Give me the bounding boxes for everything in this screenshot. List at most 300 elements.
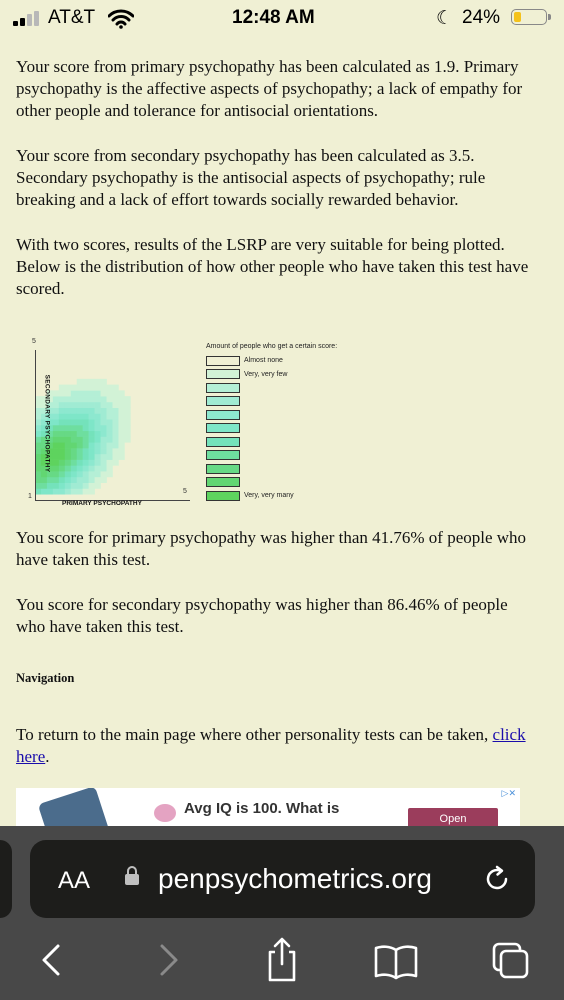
heatmap-cell	[83, 460, 89, 466]
navigation-heading: Navigation	[16, 671, 75, 685]
legend-swatch	[206, 423, 240, 433]
heatmap-cell	[113, 408, 119, 414]
heatmap-cell	[89, 390, 95, 396]
heatmap-cell	[95, 408, 101, 414]
heatmap-cell	[95, 425, 101, 431]
heatmap-cell	[95, 431, 101, 437]
heatmap-cell	[83, 408, 89, 414]
heatmap-cell	[89, 471, 95, 477]
y-tick-min: 1	[28, 493, 32, 500]
battery-icon	[511, 9, 547, 25]
heatmap-cell	[113, 448, 119, 454]
legend-label: Very, very many	[244, 492, 294, 500]
heatmap-cell	[118, 425, 124, 431]
heatmap-cell	[53, 483, 59, 489]
heatmap-cell	[107, 442, 113, 448]
heatmap-cell	[53, 413, 59, 419]
heatmap-cell	[83, 437, 89, 443]
heatmap-cell	[71, 385, 77, 391]
heatmap-cell	[71, 396, 77, 402]
heatmap-cell	[53, 431, 59, 437]
heatmap-cell	[83, 448, 89, 454]
heatmap-cell	[77, 408, 83, 414]
heatmap-cell	[77, 419, 83, 425]
heatmap-cell	[89, 483, 95, 489]
heatmap-cell	[113, 385, 119, 391]
heatmap-cell	[83, 488, 89, 494]
heatmap-cell	[113, 390, 119, 396]
heatmap-cell	[59, 471, 65, 477]
heatmap-cell	[113, 413, 119, 419]
legend-row	[206, 381, 337, 395]
heatmap-cell	[77, 413, 83, 419]
heatmap-cell	[65, 385, 71, 391]
legend-row	[206, 435, 337, 449]
signal-icon	[13, 10, 43, 26]
heatmap-cell	[71, 488, 77, 494]
heatmap-cell	[95, 413, 101, 419]
heatmap-cell	[101, 437, 107, 443]
heatmap-cell	[101, 385, 107, 391]
heatmap-cell	[107, 437, 113, 443]
heatmap-cell	[101, 413, 107, 419]
heatmap-cell	[59, 425, 65, 431]
heatmap-cell	[53, 396, 59, 402]
legend-row	[206, 422, 337, 436]
legend-row	[206, 368, 337, 382]
heatmap-cell	[107, 408, 113, 414]
heatmap-cell	[77, 431, 83, 437]
heatmap-cell	[71, 431, 77, 437]
share-icon[interactable]	[262, 934, 302, 990]
heatmap-cell	[95, 385, 101, 391]
heatmap-cell	[107, 396, 113, 402]
heatmap-cell	[118, 396, 124, 402]
primary-score-paragraph: Your score from primary psychopathy has been calculated as 1.9. Primary psychopathy is the affective aspects of psychopathy; a lack of empathy for other people and tolerance for antisocial orientations.	[16, 57, 523, 120]
legend-title: Amount of people who get a certain score:	[206, 343, 338, 350]
heatmap-cell	[59, 396, 65, 402]
battery-percent: 24%	[462, 7, 501, 28]
heatmap-cell	[83, 425, 89, 431]
heatmap-cell	[71, 483, 77, 489]
heatmap-cell	[101, 465, 107, 471]
heatmap-cell	[89, 396, 95, 402]
legend-row	[206, 395, 337, 409]
legend-row	[206, 489, 337, 503]
heatmap-cell	[71, 454, 77, 460]
heatmap-cell	[107, 471, 113, 477]
heatmap-cell	[107, 460, 113, 466]
heatmap-cell	[47, 488, 53, 494]
heatmap-cell	[59, 437, 65, 443]
legend-row	[206, 462, 337, 476]
heatmap-cell	[101, 471, 107, 477]
heatmap-cell	[83, 385, 89, 391]
heatmap-cell	[83, 413, 89, 419]
legend-swatch	[206, 477, 240, 487]
legend-label: Almost none	[244, 357, 283, 365]
secondary-percentile-text: You score for secondary psychopathy was higher than 86.46% of people who have taken this test.	[16, 595, 508, 636]
heatmap-cell	[53, 488, 59, 494]
heatmap-cell	[65, 425, 71, 431]
legend-swatch	[206, 437, 240, 447]
heatmap-cell	[95, 402, 101, 408]
heatmap-cell	[95, 437, 101, 443]
status-bar	[0, 0, 564, 36]
legend-row	[206, 408, 337, 422]
heatmap-cell	[53, 408, 59, 414]
legend-swatch	[206, 450, 240, 460]
legend-swatch	[206, 396, 240, 406]
heatmap-cell	[71, 419, 77, 425]
heatmap-cell	[95, 454, 101, 460]
heatmap-cell	[65, 488, 71, 494]
heatmap-cell	[107, 431, 113, 437]
heatmap-cell	[53, 460, 59, 466]
legend-swatch	[206, 410, 240, 420]
heatmap-cell	[53, 390, 59, 396]
heatmap-cell	[53, 454, 59, 460]
heatmap-cell	[77, 442, 83, 448]
heatmap-cell	[107, 425, 113, 431]
heatmap-cell	[89, 419, 95, 425]
heatmap-cell	[101, 425, 107, 431]
heatmap-cell	[101, 448, 107, 454]
x-axis-label: PRIMARY PSYCHOPATHY	[62, 500, 142, 507]
heatmap-cell	[77, 460, 83, 466]
ad-choices-icon[interactable]: ▷✕	[501, 788, 516, 798]
heatmap-cell	[59, 390, 65, 396]
x-tick-max: 5	[183, 488, 187, 495]
heatmap-cell	[107, 419, 113, 425]
heatmap-cell	[59, 442, 65, 448]
heatmap-cell	[77, 390, 83, 396]
heatmap-cell	[113, 402, 119, 408]
heatmap-cell	[83, 402, 89, 408]
heatmap-cell	[95, 448, 101, 454]
heatmap-cell	[101, 477, 107, 483]
heatmap-cell	[113, 437, 119, 443]
heatmap-cell	[53, 465, 59, 471]
heatmap-cell	[89, 413, 95, 419]
heatmap-cell	[83, 471, 89, 477]
heatmap-cell	[107, 402, 113, 408]
heatmap-cell	[59, 413, 65, 419]
heatmap-cell	[77, 396, 83, 402]
heatmap-cell	[59, 431, 65, 437]
heatmap-cell	[77, 477, 83, 483]
heatmap-cell	[65, 390, 71, 396]
heatmap-cell	[41, 483, 47, 489]
primary-percentile-text: You score for primary psychopathy was higher than 41.76% of people who have taken this test.	[16, 528, 527, 569]
y-axis-label: SECONDARY PSYCHOPATHY	[43, 374, 51, 473]
lock-icon	[125, 874, 139, 885]
heatmap-cell	[77, 488, 83, 494]
url-text[interactable]: penpsychometrics.org	[158, 863, 432, 894]
heatmap-cell	[77, 448, 83, 454]
heatmap-cell	[101, 402, 107, 408]
heatmap-cell	[71, 465, 77, 471]
heatmap-cell	[71, 425, 77, 431]
heatmap-cell	[89, 385, 95, 391]
heatmap-cell	[59, 419, 65, 425]
heatmap-area	[35, 350, 190, 500]
heatmap-cell	[53, 477, 59, 483]
heatmap-cell	[89, 431, 95, 437]
heatmap-cell	[95, 396, 101, 402]
legend-row	[206, 449, 337, 463]
heatmap-cell	[95, 460, 101, 466]
heatmap-cell	[113, 460, 119, 466]
heatmap-cell	[113, 425, 119, 431]
heatmap-cell	[101, 442, 107, 448]
heatmap-cell	[89, 442, 95, 448]
signal-bar	[27, 14, 32, 26]
heatmap-cell	[83, 419, 89, 425]
heatmap-cell	[65, 454, 71, 460]
heatmap-cell	[65, 419, 71, 425]
heatmap-cell	[124, 408, 130, 414]
address-bar[interactable]	[30, 840, 535, 918]
heatmap-cell	[65, 448, 71, 454]
heatmap-cell	[89, 402, 95, 408]
click-here-link[interactable]: click here	[16, 725, 526, 766]
heatmap-cell	[118, 390, 124, 396]
heatmap-cell	[107, 465, 113, 471]
heatmap-legend	[206, 343, 337, 503]
heatmap-cell	[95, 471, 101, 477]
heatmap-cell	[53, 419, 59, 425]
heatmap-cell	[47, 483, 53, 489]
legend-swatch	[206, 369, 240, 379]
heatmap-cell	[59, 402, 65, 408]
heatmap-cell	[65, 442, 71, 448]
signal-bar	[34, 11, 39, 27]
heatmap-cell	[95, 379, 101, 385]
heatmap-cell	[124, 425, 130, 431]
results-content	[16, 56, 536, 323]
heatmap-cell	[59, 460, 65, 466]
legend-label: Very, very few	[244, 370, 288, 378]
heatmap-cell	[53, 402, 59, 408]
heatmap-cell	[95, 483, 101, 489]
y-tick-max: 5	[32, 338, 36, 345]
heatmap-cell	[59, 454, 65, 460]
reload-icon[interactable]	[482, 864, 512, 894]
heatmap-cell	[89, 454, 95, 460]
heatmap-cell	[77, 471, 83, 477]
heatmap-cell	[89, 437, 95, 443]
heatmap-cell	[59, 448, 65, 454]
heatmap-cell	[77, 385, 83, 391]
heatmap-cell	[77, 425, 83, 431]
heatmap-cell	[101, 454, 107, 460]
heatmap-cell	[118, 442, 124, 448]
heatmap-cell	[89, 460, 95, 466]
heatmap-cell	[77, 454, 83, 460]
heatmap-cell	[83, 431, 89, 437]
heatmap-cell	[83, 477, 89, 483]
heatmap-cell	[118, 448, 124, 454]
heatmap-cell	[113, 431, 119, 437]
heatmap-cell	[113, 419, 119, 425]
heatmap-cell	[101, 431, 107, 437]
heatmap-cell	[118, 413, 124, 419]
heatmap-cell	[107, 413, 113, 419]
score-distribution-plot	[20, 335, 340, 515]
heatmap-cell	[95, 419, 101, 425]
heatmap-cell	[65, 396, 71, 402]
heatmap-cell	[65, 477, 71, 483]
heatmap-cell	[95, 390, 101, 396]
heatmap-cell	[59, 477, 65, 483]
heatmap-cell	[89, 448, 95, 454]
heatmap-cell	[101, 390, 107, 396]
heatmap-cell	[83, 483, 89, 489]
return-text: To return to the main page where other personality tests can be taken,	[16, 725, 493, 744]
ad-title[interactable]: Avg IQ is 100. What is	[184, 800, 340, 817]
browser-bottom-bar	[0, 826, 564, 1000]
page-settings-button[interactable]: AA	[58, 867, 91, 894]
heatmap-cell	[65, 465, 71, 471]
heatmap-cell	[77, 402, 83, 408]
heatmap-cell	[107, 454, 113, 460]
signal-bar	[13, 21, 18, 26]
plot-intro-paragraph: With two scores, results of the LSRP are very suitable for being plotted. Below is the distribution of how other people who have taken this test have scored.	[16, 235, 529, 298]
heatmap-cell	[83, 379, 89, 385]
heatmap-cell	[118, 402, 124, 408]
heatmap-cell	[83, 390, 89, 396]
heatmap-cell	[89, 477, 95, 483]
heatmap-cell	[77, 465, 83, 471]
heatmap-cell	[77, 379, 83, 385]
legend-swatch	[206, 383, 240, 393]
heatmap-cell	[113, 454, 119, 460]
heatmap-cell	[95, 465, 101, 471]
heatmap-cell	[59, 385, 65, 391]
heatmap-cell	[53, 442, 59, 448]
legend-swatch	[206, 464, 240, 474]
heatmap-cell	[89, 465, 95, 471]
heatmap-cell	[89, 425, 95, 431]
heatmap-cell	[101, 408, 107, 414]
return-end: .	[45, 747, 50, 766]
back-icon[interactable]	[36, 934, 66, 990]
heatmap-cell	[83, 465, 89, 471]
heatmap-cell	[71, 460, 77, 466]
heatmap-cell	[47, 477, 53, 483]
legend-swatch	[206, 491, 240, 501]
heatmap-cell	[65, 483, 71, 489]
heatmap-cell	[65, 402, 71, 408]
carrier-label: AT&T	[48, 7, 96, 28]
ad-banner[interactable]	[16, 788, 520, 826]
heatmap-cell	[71, 471, 77, 477]
heatmap-cell	[71, 448, 77, 454]
heatmap-cell	[59, 465, 65, 471]
heatmap-cell	[113, 396, 119, 402]
heatmap-cell	[65, 408, 71, 414]
forward-icon[interactable]	[154, 934, 184, 990]
heatmap-cell	[71, 413, 77, 419]
heatmap-cell	[71, 402, 77, 408]
heatmap-cell	[65, 413, 71, 419]
heatmap-cell	[65, 460, 71, 466]
heatmap-cell	[71, 442, 77, 448]
heatmap-cell	[77, 437, 83, 443]
heatmap-cell	[83, 454, 89, 460]
heatmap-cell	[89, 379, 95, 385]
do-not-disturb-icon: ☾	[436, 8, 454, 29]
bookmarks-icon[interactable]	[372, 934, 420, 990]
heatmap-cell	[71, 408, 77, 414]
y-axis	[35, 350, 36, 500]
browser-toolbar	[0, 934, 564, 994]
heatmap-cell	[59, 488, 65, 494]
heatmap-cell	[77, 483, 83, 489]
return-paragraph	[16, 724, 536, 768]
heatmap-cell	[83, 442, 89, 448]
heatmap-cell	[107, 385, 113, 391]
heatmap-cell	[124, 396, 130, 402]
heatmap-cell	[118, 437, 124, 443]
heatmap-cell	[83, 396, 89, 402]
brain-icon	[154, 804, 176, 822]
heatmap-cell	[95, 477, 101, 483]
heatmap-cell	[107, 390, 113, 396]
heatmap-cell	[118, 408, 124, 414]
heatmap-cell	[101, 419, 107, 425]
heatmap-cell	[101, 379, 107, 385]
ad-image	[38, 788, 111, 826]
heatmap-cell	[89, 488, 95, 494]
heatmap-cell	[71, 477, 77, 483]
heatmap-cell	[101, 460, 107, 466]
heatmap-cell	[107, 448, 113, 454]
secondary-score-paragraph: Your score from secondary psychopathy has been calculated as 3.5. Secondary psychopathy is the antisocial aspects of psychopathy; rule breaking and a lack of effort towards socially rewarded behavior.	[16, 146, 486, 209]
heatmap-cell	[113, 442, 119, 448]
heatmap-cell	[118, 431, 124, 437]
heatmap-cell	[124, 431, 130, 437]
heatmap-cell	[59, 483, 65, 489]
heatmap-cell	[89, 408, 95, 414]
heatmap-cell	[53, 448, 59, 454]
heatmap-cell	[41, 477, 47, 483]
legend-row	[206, 354, 337, 368]
heatmap-cell	[65, 437, 71, 443]
heatmap-cell	[65, 471, 71, 477]
signal-bar	[20, 18, 25, 27]
ad-open-button[interactable]: Open	[408, 808, 498, 826]
legend-row	[206, 476, 337, 490]
heatmap-cell	[118, 419, 124, 425]
heatmap-cell	[95, 442, 101, 448]
wifi-icon	[108, 9, 134, 29]
heatmap-cell	[124, 419, 130, 425]
clock-time: 12:48 AM	[232, 7, 315, 28]
legend-swatch	[206, 356, 240, 366]
heatmap-cell	[65, 431, 71, 437]
heatmap-cell	[59, 408, 65, 414]
previous-tab-stub[interactable]	[0, 840, 12, 918]
heatmap-cell	[53, 471, 59, 477]
heatmap-cell	[124, 437, 130, 443]
heatmap-cell	[53, 437, 59, 443]
heatmap-cell	[41, 488, 47, 494]
tabs-icon[interactable]	[488, 934, 534, 990]
heatmap-cell	[101, 396, 107, 402]
heatmap-cell	[71, 437, 77, 443]
